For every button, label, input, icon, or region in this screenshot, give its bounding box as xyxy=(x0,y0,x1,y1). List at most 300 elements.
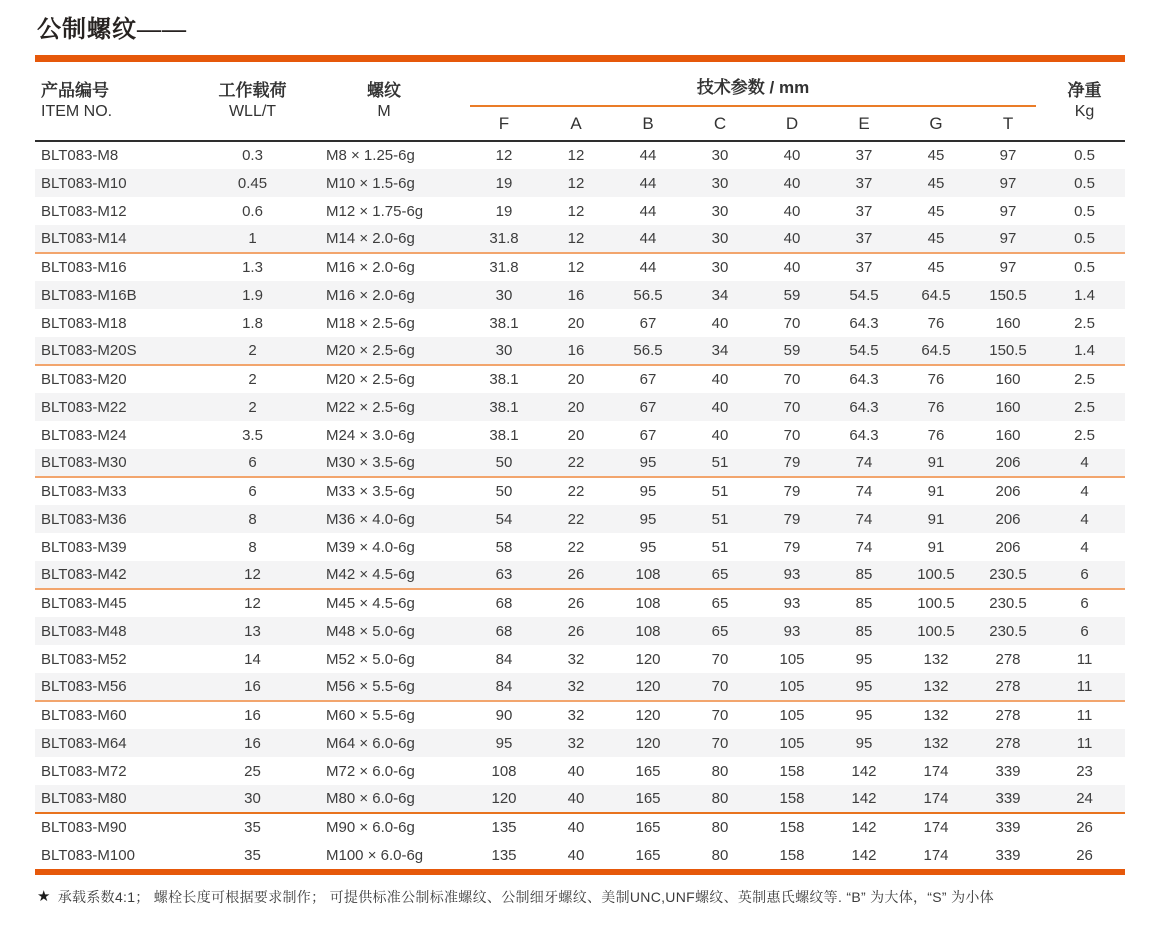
col-header-d: D xyxy=(756,107,828,141)
param-f-cell: 30 xyxy=(495,286,513,304)
param-e-cell: 64.3 xyxy=(849,426,879,444)
wll-cell: 8 xyxy=(248,510,257,528)
param-t-cell: 278 xyxy=(995,707,1021,724)
weight-cell: 11 xyxy=(1076,734,1093,752)
param-g-cell: 76 xyxy=(927,426,945,444)
col-header-net-weight-zh: 净重 xyxy=(1067,81,1102,100)
col-header-f: F xyxy=(468,107,540,141)
param-d-cell: 158 xyxy=(779,819,805,836)
param-t-cell: 230.5 xyxy=(989,595,1027,612)
param-f-cell: 31.8 xyxy=(489,259,519,276)
param-a-cell: 12 xyxy=(567,147,585,164)
param-f-cell: 31.8 xyxy=(468,225,540,253)
star-icon: ★ xyxy=(37,888,51,905)
param-b-cell: 95 xyxy=(612,449,684,477)
param-f-cell: 84 xyxy=(468,673,540,701)
param-a-cell: 40 xyxy=(540,785,612,813)
footnote xyxy=(37,887,1125,907)
col-header-net-weight xyxy=(1044,62,1125,141)
param-f-cell: 50 xyxy=(468,449,540,477)
param-d-cell: 79 xyxy=(783,538,801,556)
weight-cell: 4 xyxy=(1080,483,1089,500)
table-row xyxy=(35,253,1125,281)
table-row xyxy=(35,225,1125,253)
param-b-cell: 165 xyxy=(635,819,661,836)
param-g-cell: 91 xyxy=(927,510,945,528)
param-c-cell: 80 xyxy=(684,785,756,813)
col-header-a: A xyxy=(540,107,612,141)
param-e-cell: 37 xyxy=(855,147,873,164)
param-f-cell: 120 xyxy=(468,785,540,813)
param-f-cell: 90 xyxy=(495,707,513,724)
param-f-cell: 58 xyxy=(495,538,513,556)
param-c-cell: 51 xyxy=(711,538,729,556)
param-c-cell: 70 xyxy=(711,650,729,668)
param-f-cell: 135 xyxy=(491,846,517,864)
item-no-cell: BLT083-M20 xyxy=(41,371,127,388)
param-c-cell: 51 xyxy=(711,483,729,500)
table-row xyxy=(35,449,1125,477)
col-header-g: G xyxy=(900,107,972,141)
item-no-cell: BLT083-M100 xyxy=(41,846,135,864)
param-e-cell: 37 xyxy=(855,259,873,276)
param-b-cell: 120 xyxy=(612,673,684,701)
param-g-cell: 45 xyxy=(927,174,945,192)
wll-cell: 2 xyxy=(248,398,257,416)
param-g-cell: 76 xyxy=(927,398,945,416)
table-row xyxy=(35,729,1125,757)
param-g-cell: 91 xyxy=(927,538,945,556)
param-g-cell: 100.5 xyxy=(900,561,972,589)
thread-cell: M12 × 1.75-6g xyxy=(326,202,424,220)
thread-cell: M45 × 4.5-6g xyxy=(326,595,415,612)
param-c-cell: 70 xyxy=(684,673,756,701)
wll-cell: 0.45 xyxy=(237,174,268,192)
item-no-cell: BLT083-M16B xyxy=(41,286,137,304)
table-row xyxy=(35,393,1125,421)
param-t-cell: 160 xyxy=(995,314,1021,332)
param-a-cell: 16 xyxy=(567,286,585,304)
param-d-cell: 70 xyxy=(783,314,801,332)
param-f-cell: 84 xyxy=(495,650,513,668)
param-b-cell: 44 xyxy=(639,174,657,192)
table-row xyxy=(35,617,1125,645)
param-d-cell: 59 xyxy=(783,286,801,304)
param-c-cell: 30 xyxy=(711,259,729,276)
param-b-cell: 44 xyxy=(639,147,657,164)
param-b-cell: 56.5 xyxy=(612,337,684,365)
wll-cell: 30 xyxy=(205,785,300,813)
param-d-cell: 40 xyxy=(783,202,801,220)
param-t-cell: 206 xyxy=(972,449,1044,477)
item-no-cell: BLT083-M80 xyxy=(35,785,205,813)
param-d-cell: 79 xyxy=(783,483,801,500)
item-no-cell: BLT083-M8 xyxy=(41,147,119,164)
thread-cell: M100 × 6.0-6g xyxy=(326,846,424,864)
item-no-cell: BLT083-M60 xyxy=(41,707,127,724)
thread-cell: M14 × 2.0-6g xyxy=(300,225,468,253)
param-g-cell: 45 xyxy=(927,259,945,276)
param-d-cell: 105 xyxy=(779,734,805,752)
weight-cell: 6 xyxy=(1044,561,1125,589)
param-g-cell: 132 xyxy=(923,650,949,668)
item-no-cell: BLT083-M52 xyxy=(41,650,127,668)
item-no-cell: BLT083-M64 xyxy=(41,734,127,752)
param-a-cell: 22 xyxy=(567,510,585,528)
thread-cell: M56 × 5.5-6g xyxy=(300,673,468,701)
param-c-cell: 34 xyxy=(684,337,756,365)
param-e-cell: 64.3 xyxy=(849,314,879,332)
param-c-cell: 70 xyxy=(711,707,729,724)
param-t-cell: 160 xyxy=(995,371,1021,388)
param-a-cell: 40 xyxy=(567,846,585,864)
param-d-cell: 59 xyxy=(756,337,828,365)
param-g-cell: 45 xyxy=(927,147,945,164)
param-b-cell: 95 xyxy=(639,538,657,556)
param-c-cell: 80 xyxy=(711,846,729,864)
param-d-cell: 93 xyxy=(783,595,801,612)
param-e-cell: 95 xyxy=(855,734,873,752)
param-b-cell: 120 xyxy=(635,707,661,724)
param-f-cell: 68 xyxy=(495,622,513,640)
wll-cell: 1.3 xyxy=(242,259,263,276)
param-d-cell: 158 xyxy=(756,785,828,813)
param-e-cell: 95 xyxy=(855,707,873,724)
weight-cell: 0.5 xyxy=(1074,174,1095,192)
item-no-cell: BLT083-M12 xyxy=(41,202,127,220)
table-row xyxy=(35,505,1125,533)
param-t-cell: 150.5 xyxy=(989,286,1027,304)
param-t-cell: 339 xyxy=(972,785,1044,813)
table-row xyxy=(35,281,1125,309)
weight-cell: 6 xyxy=(1080,622,1089,640)
param-e-cell: 74 xyxy=(855,483,873,500)
item-no-cell: BLT083-M14 xyxy=(35,225,205,253)
param-a-cell: 32 xyxy=(567,707,585,724)
param-d-cell: 70 xyxy=(783,426,801,444)
table-row xyxy=(35,813,1125,841)
item-no-cell: BLT083-M36 xyxy=(41,510,127,528)
param-t-cell: 278 xyxy=(995,650,1021,668)
weight-cell: 4 xyxy=(1080,538,1089,556)
wll-cell: 13 xyxy=(244,622,261,640)
param-b-cell: 120 xyxy=(635,734,661,752)
thread-cell: M18 × 2.5-6g xyxy=(326,314,415,332)
item-no-cell: BLT083-M72 xyxy=(41,762,127,780)
param-e-cell: 142 xyxy=(851,762,877,780)
table-row xyxy=(35,309,1125,337)
param-g-cell: 91 xyxy=(900,449,972,477)
param-b-cell: 108 xyxy=(635,622,661,640)
param-d-cell: 79 xyxy=(783,510,801,528)
weight-cell: 2.5 xyxy=(1074,314,1095,332)
weight-cell: 2.5 xyxy=(1074,426,1095,444)
param-a-cell: 12 xyxy=(540,225,612,253)
param-a-cell: 32 xyxy=(567,650,585,668)
param-t-cell: 97 xyxy=(999,202,1017,220)
weight-cell: 11 xyxy=(1044,673,1125,701)
param-a-cell: 26 xyxy=(567,622,585,640)
param-c-cell: 65 xyxy=(711,622,729,640)
weight-cell: 26 xyxy=(1076,819,1093,836)
thread-cell: M64 × 6.0-6g xyxy=(326,734,415,752)
param-f-cell: 63 xyxy=(468,561,540,589)
param-b-cell: 44 xyxy=(612,225,684,253)
thread-cell: M8 × 1.25-6g xyxy=(326,147,415,164)
col-header-wll-en: WLL/T xyxy=(228,103,277,120)
wll-cell: 25 xyxy=(244,762,261,780)
param-e-cell: 85 xyxy=(855,595,873,612)
param-g-cell: 91 xyxy=(927,483,945,500)
param-f-cell: 54 xyxy=(495,510,513,528)
table-header xyxy=(35,62,1125,141)
param-b-cell: 67 xyxy=(639,426,657,444)
table-row xyxy=(35,477,1125,505)
param-a-cell: 20 xyxy=(567,398,585,416)
weight-cell: 0.5 xyxy=(1074,202,1095,220)
thread-cell: M36 × 4.0-6g xyxy=(326,510,415,528)
param-t-cell: 339 xyxy=(995,762,1021,780)
footnote-text: 承载系数4:1； 螺栓长度可根据要求制作； 可提供标准公制标准螺纹、公制细牙螺纹、美制UNC,UNF螺纹、英制惠氏螺纹等. “B” 为大体，“S” 为小体 xyxy=(57,889,994,905)
param-e-cell: 95 xyxy=(855,650,873,668)
param-a-cell: 26 xyxy=(567,595,585,612)
param-f-cell: 38.1 xyxy=(489,398,519,416)
param-e-cell: 54.5 xyxy=(828,337,900,365)
thread-cell: M52 × 5.0-6g xyxy=(326,650,415,668)
param-e-cell: 95 xyxy=(828,673,900,701)
thread-cell: M10 × 1.5-6g xyxy=(326,174,415,192)
param-d-cell: 40 xyxy=(783,259,801,276)
col-header-wll xyxy=(205,62,300,141)
item-no-cell: BLT083-M56 xyxy=(35,673,205,701)
param-c-cell: 65 xyxy=(711,595,729,612)
wll-cell: 0.3 xyxy=(242,147,263,164)
param-e-cell: 142 xyxy=(851,846,877,864)
param-c-cell: 51 xyxy=(684,449,756,477)
item-no-cell: BLT083-M16 xyxy=(41,259,127,276)
param-c-cell: 30 xyxy=(711,174,729,192)
weight-cell: 1.4 xyxy=(1074,286,1095,304)
param-f-cell: 19 xyxy=(495,174,513,192)
param-d-cell: 105 xyxy=(756,673,828,701)
param-a-cell: 26 xyxy=(540,561,612,589)
param-b-cell: 67 xyxy=(639,314,657,332)
param-d-cell: 93 xyxy=(756,561,828,589)
item-no-cell: BLT083-M45 xyxy=(41,595,127,612)
wll-cell: 2 xyxy=(248,371,257,388)
thread-cell: M22 × 2.5-6g xyxy=(326,398,415,416)
table-row xyxy=(35,841,1125,869)
param-d-cell: 40 xyxy=(783,147,801,164)
param-g-cell: 132 xyxy=(900,673,972,701)
weight-cell: 11 xyxy=(1076,707,1093,724)
param-d-cell: 105 xyxy=(779,707,805,724)
weight-cell: 24 xyxy=(1044,785,1125,813)
param-d-cell: 79 xyxy=(756,449,828,477)
param-e-cell: 37 xyxy=(855,174,873,192)
param-a-cell: 22 xyxy=(540,449,612,477)
param-a-cell: 20 xyxy=(567,314,585,332)
param-e-cell: 142 xyxy=(828,785,900,813)
weight-cell: 2.5 xyxy=(1074,371,1095,388)
param-e-cell: 64.3 xyxy=(849,398,879,416)
table-body xyxy=(35,141,1125,869)
table-row xyxy=(35,757,1125,785)
wll-cell: 16 xyxy=(244,707,261,724)
param-t-cell: 160 xyxy=(995,398,1021,416)
thread-cell: M48 × 5.0-6g xyxy=(326,622,415,640)
thread-cell: M33 × 3.5-6g xyxy=(326,483,415,500)
param-f-cell: 50 xyxy=(495,483,513,500)
param-d-cell: 158 xyxy=(779,762,805,780)
weight-cell: 1.4 xyxy=(1044,337,1125,365)
param-t-cell: 206 xyxy=(995,510,1021,528)
param-t-cell: 97 xyxy=(972,225,1044,253)
weight-cell: 0.5 xyxy=(1074,147,1095,164)
param-t-cell: 278 xyxy=(972,673,1044,701)
col-header-c: C xyxy=(684,107,756,141)
param-t-cell: 97 xyxy=(999,147,1017,164)
param-b-cell: 165 xyxy=(635,762,661,780)
col-header-net-weight-en: Kg xyxy=(1074,103,1095,120)
param-g-cell: 132 xyxy=(923,734,949,752)
param-g-cell: 100.5 xyxy=(917,622,955,640)
param-f-cell: 38.1 xyxy=(489,371,519,388)
param-g-cell: 174 xyxy=(923,762,949,780)
wll-cell: 3.5 xyxy=(242,426,263,444)
param-t-cell: 339 xyxy=(995,819,1021,836)
param-t-cell: 278 xyxy=(995,734,1021,752)
col-header-b: B xyxy=(612,107,684,141)
param-c-cell: 30 xyxy=(684,225,756,253)
param-d-cell: 70 xyxy=(783,371,801,388)
wll-cell: 0.6 xyxy=(242,202,263,220)
wll-cell: 12 xyxy=(205,561,300,589)
param-g-cell: 174 xyxy=(923,846,949,864)
table-row xyxy=(35,561,1125,589)
param-a-cell: 22 xyxy=(567,538,585,556)
param-e-cell: 74 xyxy=(855,538,873,556)
col-header-thread xyxy=(300,62,468,141)
table-row xyxy=(35,365,1125,393)
table-row xyxy=(35,785,1125,813)
wll-cell: 16 xyxy=(205,673,300,701)
param-e-cell: 74 xyxy=(828,449,900,477)
param-a-cell: 32 xyxy=(567,734,585,752)
thread-cell: M60 × 5.5-6g xyxy=(326,707,415,724)
weight-cell: 11 xyxy=(1076,650,1093,668)
weight-cell: 4 xyxy=(1080,510,1089,528)
param-c-cell: 70 xyxy=(711,734,729,752)
param-f-cell: 38.1 xyxy=(489,314,519,332)
item-no-cell: BLT083-M90 xyxy=(41,819,127,836)
param-f-cell: 30 xyxy=(468,337,540,365)
item-no-cell: BLT083-M10 xyxy=(41,174,127,192)
param-b-cell: 44 xyxy=(639,259,657,276)
param-c-cell: 40 xyxy=(711,426,729,444)
param-d-cell: 158 xyxy=(779,846,805,864)
param-d-cell: 40 xyxy=(783,174,801,192)
weight-cell: 26 xyxy=(1076,846,1093,864)
wll-cell: 1.8 xyxy=(242,314,263,332)
wll-cell: 12 xyxy=(244,595,261,612)
col-header-item-no-en: ITEM NO. xyxy=(41,103,113,120)
param-c-cell: 51 xyxy=(711,510,729,528)
param-c-cell: 40 xyxy=(711,314,729,332)
item-no-cell: BLT083-M33 xyxy=(41,483,127,500)
thread-cell: M20 × 2.5-6g xyxy=(300,337,468,365)
wll-cell: 14 xyxy=(244,650,261,668)
table-row xyxy=(35,141,1125,169)
param-c-cell: 30 xyxy=(711,202,729,220)
param-t-cell: 206 xyxy=(995,538,1021,556)
param-g-cell: 45 xyxy=(927,202,945,220)
weight-cell: 6 xyxy=(1080,595,1089,612)
thread-cell: M24 × 3.0-6g xyxy=(326,426,415,444)
param-g-cell: 76 xyxy=(927,314,945,332)
item-no-cell: BLT083-M22 xyxy=(41,398,127,416)
param-b-cell: 56.5 xyxy=(633,286,663,304)
table-row xyxy=(35,701,1125,729)
param-t-cell: 206 xyxy=(995,483,1021,500)
bottom-accent-bar xyxy=(35,869,1125,875)
param-f-cell: 108 xyxy=(491,762,517,780)
param-g-cell: 64.5 xyxy=(900,337,972,365)
table-row xyxy=(35,421,1125,449)
item-no-cell: BLT083-M20S xyxy=(35,337,205,365)
item-no-cell: BLT083-M39 xyxy=(41,538,127,556)
param-t-cell: 230.5 xyxy=(972,561,1044,589)
wll-cell: 6 xyxy=(205,449,300,477)
weight-cell: 0.5 xyxy=(1074,259,1095,276)
col-header-tech-params xyxy=(468,62,1044,107)
param-f-cell: 19 xyxy=(495,202,513,220)
param-c-cell: 40 xyxy=(711,371,729,388)
table-row xyxy=(35,645,1125,673)
param-a-cell: 40 xyxy=(567,762,585,780)
param-t-cell: 97 xyxy=(999,259,1017,276)
param-e-cell: 85 xyxy=(855,622,873,640)
col-header-thread-zh: 螺纹 xyxy=(367,81,401,100)
param-t-cell: 160 xyxy=(995,426,1021,444)
param-a-cell: 12 xyxy=(567,174,585,192)
col-header-item-no-zh: 产品编号 xyxy=(41,81,109,100)
param-b-cell: 108 xyxy=(635,595,661,612)
param-c-cell: 65 xyxy=(684,561,756,589)
col-header-e: E xyxy=(828,107,900,141)
param-t-cell: 230.5 xyxy=(989,622,1027,640)
param-d-cell: 70 xyxy=(783,398,801,416)
param-e-cell: 37 xyxy=(855,202,873,220)
param-d-cell: 93 xyxy=(783,622,801,640)
param-f-cell: 68 xyxy=(495,595,513,612)
param-f-cell: 12 xyxy=(495,147,513,164)
param-e-cell: 64.3 xyxy=(849,371,879,388)
weight-cell: 0.5 xyxy=(1044,225,1125,253)
param-c-cell: 40 xyxy=(711,398,729,416)
param-a-cell: 32 xyxy=(540,673,612,701)
item-no-cell: BLT083-M30 xyxy=(35,449,205,477)
param-t-cell: 339 xyxy=(995,846,1021,864)
item-no-cell: BLT083-M48 xyxy=(41,622,127,640)
wll-cell: 8 xyxy=(248,538,257,556)
table-row xyxy=(35,589,1125,617)
param-g-cell: 100.5 xyxy=(917,595,955,612)
param-d-cell: 40 xyxy=(756,225,828,253)
table-row xyxy=(35,169,1125,197)
param-g-cell: 174 xyxy=(900,785,972,813)
table-row xyxy=(35,673,1125,701)
